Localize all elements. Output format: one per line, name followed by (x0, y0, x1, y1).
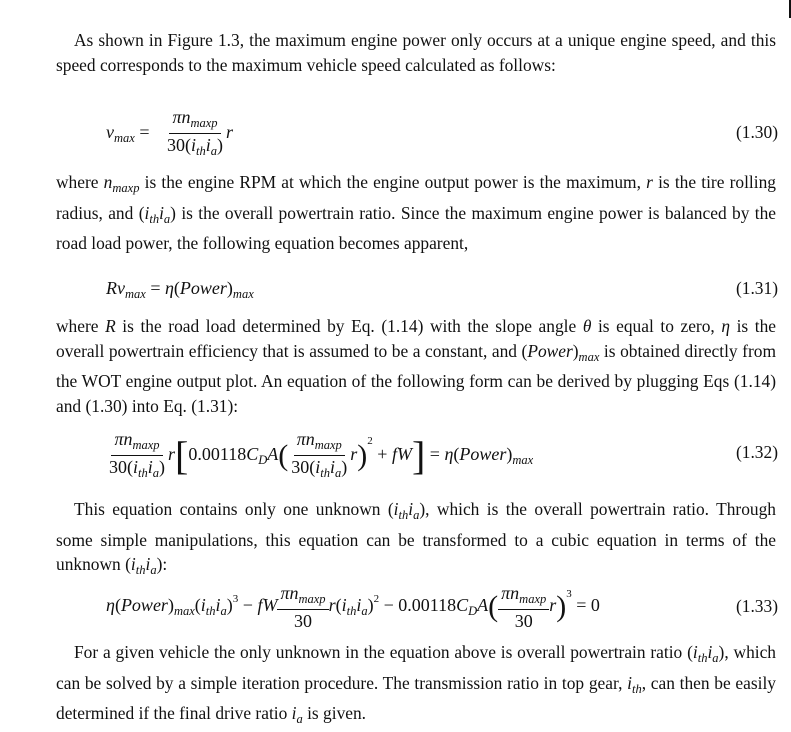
equation-1-31 (56, 278, 778, 306)
eq131-body: $Rv_{max}$ = $\eta(Power)_{max}$ (106, 278, 254, 301)
eq132-number: (1.32) (735, 442, 778, 462)
equation-1-32 (56, 422, 778, 484)
paragraph-iteration: For a given vehicle the only unknown in the equation above is overall powertrain ratio $(i_{th}i_a)$, which can be solved by a simple iteration procedure. The transmission ratio in top gear, $i_{th}$, can then be easily determined if the final drive ratio $i_a$ is given. (56, 642, 777, 726)
eq133-body: $\eta(Power)_{max}(i_{th}i_a)^3$ − fW $\frac{\pi n_{maxp}}{30}$ $r(i_{th}i_a)^2 - 0.00118C_DA$( $\frac{\pi n_{maxp}}{30}$ r)$^3$ = 0 (106, 583, 600, 631)
paragraph-nmaxp: where $n_{maxp}$ is the engine RPM at which the engine output power is the maximum, r is the tire rolling radius, and $(i_{th}i_a)$ is the overall powertrain ratio. Since the maximum engine power is balanced by the road load power, the following equation becomes apparent, (56, 172, 777, 253)
eq131-number: (1.31) (735, 278, 778, 298)
eq130-fraction: $\frac{\pi n_{maxp}}{30(i_{th}i_a)}$ r (167, 107, 234, 158)
eq132-body: $\frac{\pi n_{maxp}}{30(i_{th}i_a)}$ $r[0.00118C_DA$( $\frac{\pi n_{maxp}}{30(i_{th}i_a)}$ $r)^2 + fW] = \eta(Power)_{max}$ (109, 429, 534, 480)
equation-1-33 (56, 582, 778, 634)
paragraph-cubic: This equation contains only one unknown $(i_{th}i_a)$, which is the overall powertrain ratio. Through some simple manipulations, this equation can be transformed to a cubic equation in terms of the unknown $(i_{th}i_a)$: (56, 499, 776, 577)
paragraph-road-load: where R is the road load determined by Eq. (1.14) with the slope angle θ is equal to zero, η is the overall powertrain efficiency that is assumed to be a constant, and $(Power)_{max}$ is obtained directly from the WOT engine output plot. An equation of the following form can be derived by plugging Eqs (1.14) and (1.30) into Eq. (1.31): (56, 316, 776, 416)
equation-1-30 (56, 108, 778, 164)
eq130-lhs: $v_{max}$ = (106, 122, 150, 145)
paragraph-intro: As shown in Figure 1.3, the maximum engine power only occurs at a unique engine speed, and this speed corresponds to the maximum vehicle speed calculated as follows: (56, 30, 776, 75)
eq133-number: (1.33) (735, 596, 778, 616)
eq130-number: (1.30) (735, 122, 778, 142)
